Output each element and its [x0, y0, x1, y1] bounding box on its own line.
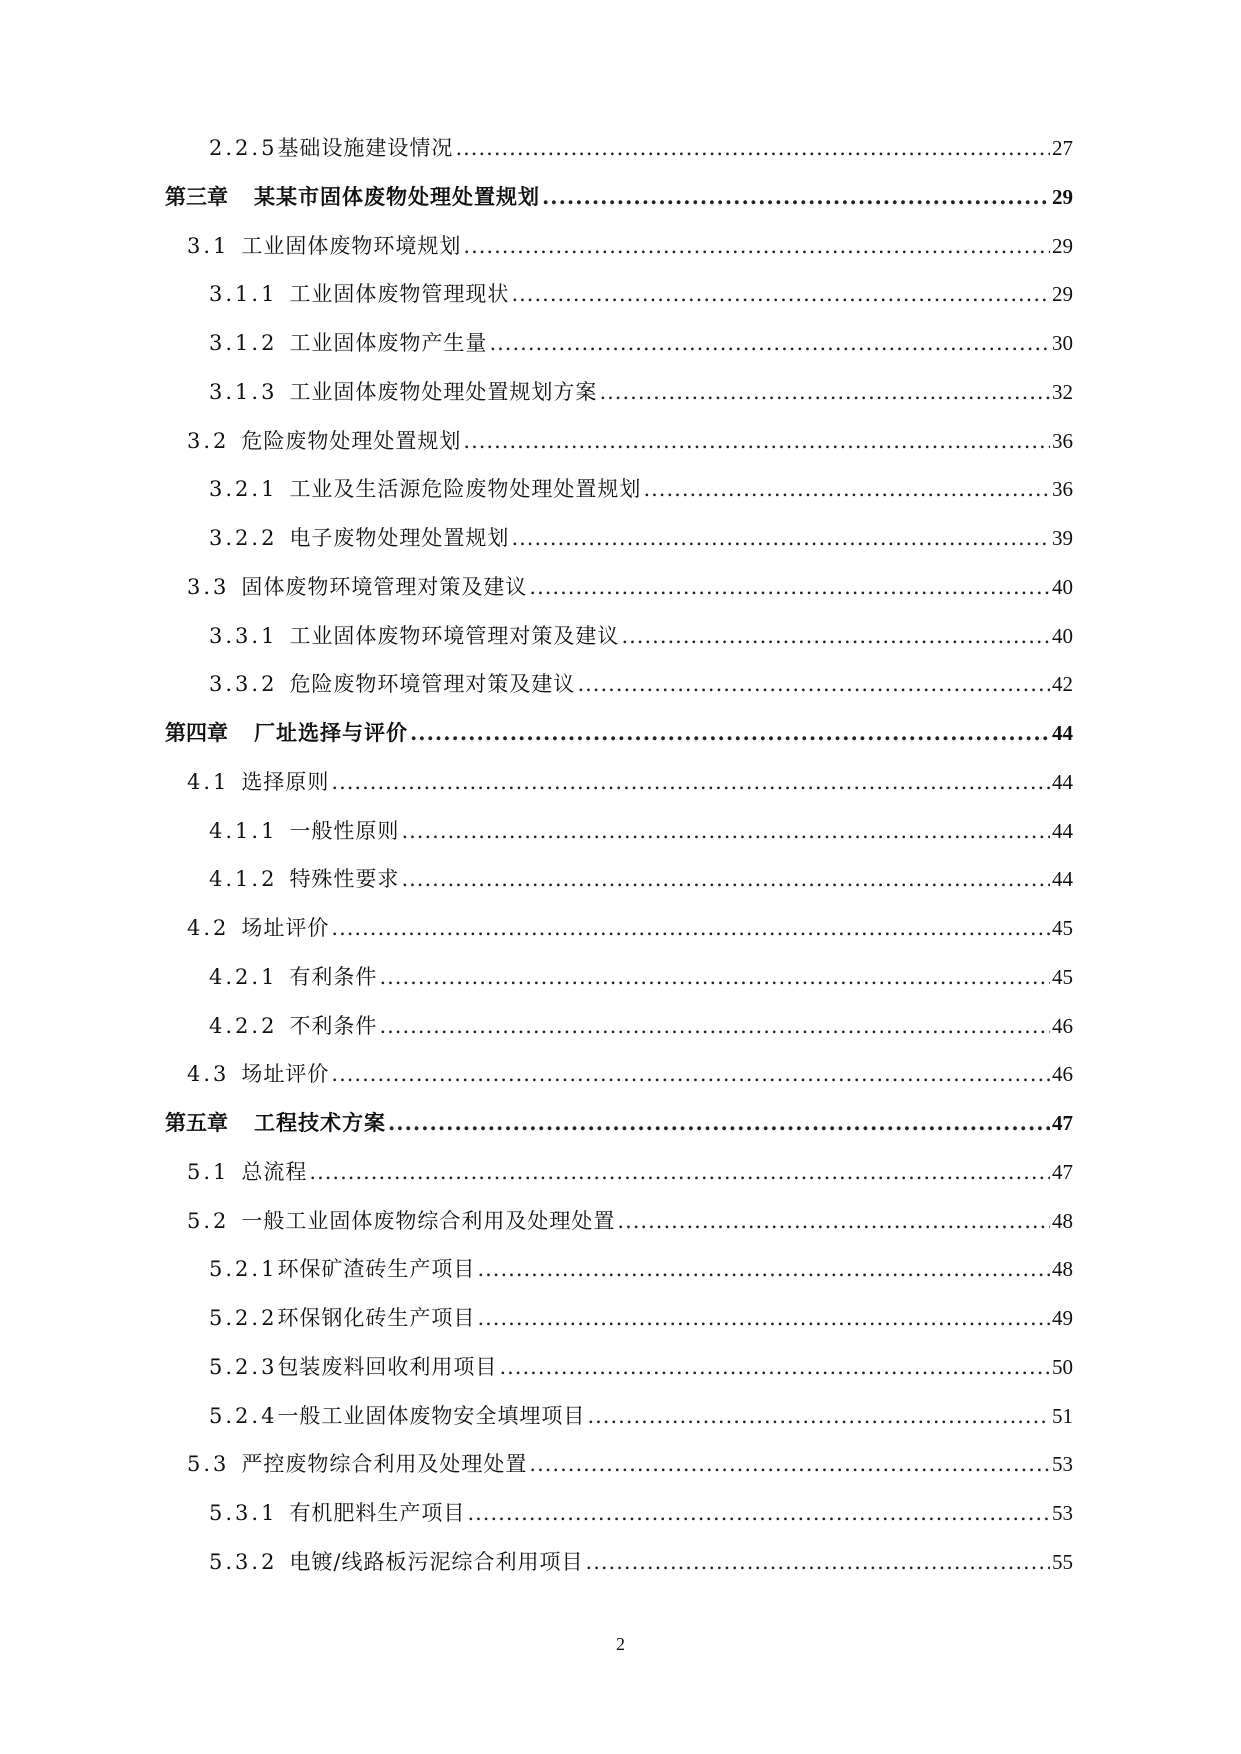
toc-entry-number: 3.3 [187, 574, 230, 599]
toc-entry[interactable] [165, 807, 1073, 856]
dot-leader [331, 758, 1050, 807]
toc-entry[interactable] [165, 1197, 1073, 1246]
toc-entry-title: 工业固体废物产生量 [289, 331, 488, 355]
toc-entry-page: 40 [1052, 574, 1073, 599]
toc-entry-title: 工业固体废物环境规划 [241, 233, 462, 258]
toc-entry-title: 特殊性要求 [289, 867, 400, 892]
toc-entry[interactable] [165, 222, 1073, 271]
dot-leader [455, 124, 1050, 173]
toc-entry-page: 29 [1052, 233, 1073, 258]
toc-entry-page: 44 [1052, 769, 1073, 794]
toc-entry[interactable] [165, 1294, 1073, 1343]
toc-entry-number: 3.2 [187, 428, 230, 453]
toc-entry-title: 基础设施建设情况 [277, 136, 454, 160]
dot-leader [309, 1148, 1050, 1197]
toc-entry-page: 53 [1052, 1501, 1073, 1525]
toc-entry[interactable] [165, 660, 1073, 709]
toc-entry[interactable] [165, 319, 1073, 368]
toc-entry[interactable] [165, 709, 1073, 758]
toc-entry-title: 一般性原则 [289, 818, 400, 843]
dot-leader [463, 417, 1050, 466]
toc-entry[interactable] [165, 855, 1073, 904]
dot-leader [621, 612, 1050, 661]
toc-entry-number: 5.3 [187, 1452, 230, 1477]
toc-entry[interactable] [165, 953, 1073, 1002]
toc-entry-title: 环保钢化砖生产项目 [277, 1306, 476, 1330]
toc-entry-page: 45 [1052, 916, 1073, 940]
toc-entry-title: 环保矿渣砖生产项目 [277, 1257, 476, 1282]
toc-entry-number: 2.2.5 [209, 136, 278, 160]
dot-leader [331, 904, 1050, 953]
dot-leader [463, 222, 1050, 271]
toc-entry-number: 5.2 [187, 1208, 230, 1233]
toc-entry-page: 44 [1052, 721, 1073, 745]
dot-leader [587, 1392, 1050, 1441]
dot-leader [577, 660, 1050, 709]
toc-entry-title: 工业固体废物管理现状 [289, 282, 510, 307]
toc-entry-page: 44 [1052, 818, 1073, 843]
toc-entry[interactable] [165, 612, 1073, 661]
dot-leader [331, 1050, 1050, 1099]
toc-entry-number: 3.2.2 [209, 526, 278, 550]
toc-entry-title: 工业及生活源危险废物处理处置规划 [289, 477, 642, 502]
toc-entry-number: 5.2.3 [209, 1354, 278, 1379]
toc-entry-title: 场址评价 [241, 916, 330, 940]
toc-entry[interactable] [165, 1002, 1073, 1051]
toc-entry-number: 4.1.1 [209, 818, 278, 843]
toc-entry-title: 电子废物处理处置规划 [289, 526, 510, 550]
toc-entry-number: 4.3 [187, 1062, 230, 1087]
toc-entry-title: 危险废物环境管理对策及建议 [289, 672, 576, 697]
toc-entry[interactable] [165, 368, 1073, 417]
toc-list [165, 124, 1073, 1587]
toc-entry-page: 46 [1052, 1062, 1073, 1087]
toc-entry-page: 40 [1052, 623, 1073, 648]
dot-leader [379, 953, 1050, 1002]
toc-entry-number: 第三章 [165, 183, 228, 209]
toc-entry[interactable] [165, 417, 1073, 466]
toc-entry-title: 固体废物环境管理对策及建议 [241, 574, 528, 599]
toc-entry-page: 29 [1052, 184, 1073, 209]
toc-entry-number: 4.2.2 [209, 1013, 278, 1038]
toc-entry-number: 3.1.2 [209, 331, 278, 355]
toc-entry[interactable] [165, 1148, 1073, 1197]
toc-entry-title: 有利条件 [289, 964, 378, 989]
page-number: 2 [616, 1634, 625, 1654]
toc-entry-title: 电镀/线路板污泥综合利用项目 [289, 1549, 584, 1574]
toc-entry-number: 3.1 [187, 233, 230, 258]
toc-entry-title: 不利条件 [289, 1013, 378, 1038]
toc-entry-page: 45 [1052, 964, 1073, 989]
toc-entry-number: 4.1.2 [209, 867, 278, 892]
dot-leader [499, 1343, 1050, 1392]
toc-entry-number: 5.1 [187, 1159, 230, 1184]
toc-entry-number: 5.2.2 [209, 1306, 278, 1330]
toc-entry[interactable] [165, 173, 1073, 222]
dot-leader [477, 1245, 1050, 1294]
dot-leader [489, 319, 1050, 368]
dot-leader [401, 807, 1050, 856]
toc-entry-number: 3.1.1 [209, 282, 278, 307]
dot-leader [410, 709, 1050, 758]
toc-entry-page: 46 [1052, 1013, 1073, 1038]
dot-leader [401, 855, 1050, 904]
toc-entry-number: 5.3.2 [209, 1549, 278, 1574]
dot-leader [529, 563, 1050, 612]
toc-entry-title: 工业固体废物环境管理对策及建议 [289, 623, 620, 648]
toc-entry[interactable] [165, 563, 1073, 612]
toc-entry-page: 48 [1052, 1257, 1073, 1282]
dot-leader [511, 514, 1050, 563]
toc-entry-page: 30 [1052, 331, 1073, 355]
toc-entry-title: 有机肥料生产项目 [289, 1501, 466, 1525]
toc-entry-number: 3.1.3 [209, 379, 278, 404]
toc-entry-title: 选择原则 [241, 769, 330, 794]
toc-entry-title: 工程技术方案 [254, 1110, 386, 1135]
dot-leader [643, 465, 1050, 514]
toc-entry-page: 29 [1052, 282, 1073, 307]
toc-entry[interactable] [165, 124, 1073, 173]
toc-entry-page: 50 [1052, 1354, 1073, 1379]
table-of-contents [165, 124, 1073, 1587]
toc-entry-number: 5.2.4 [209, 1403, 278, 1428]
toc-entry-page: 32 [1052, 379, 1073, 404]
toc-entry-number: 4.2 [187, 916, 230, 940]
toc-entry-page: 36 [1052, 428, 1073, 453]
toc-entry-title: 严控废物综合利用及处理处置 [241, 1452, 528, 1477]
toc-entry-page: 44 [1052, 867, 1073, 892]
toc-entry-number: 3.3.1 [209, 623, 278, 648]
toc-entry[interactable] [165, 1099, 1073, 1148]
toc-entry[interactable] [165, 1343, 1073, 1392]
toc-entry[interactable] [165, 1538, 1073, 1587]
toc-entry-page: 51 [1052, 1403, 1073, 1428]
dot-leader [599, 368, 1050, 417]
toc-entry[interactable] [165, 1050, 1073, 1099]
dot-leader [379, 1002, 1050, 1051]
toc-entry-page: 53 [1052, 1452, 1073, 1477]
toc-entry[interactable] [165, 758, 1073, 807]
toc-entry[interactable] [165, 1245, 1073, 1294]
toc-entry[interactable] [165, 1489, 1073, 1538]
dot-leader [388, 1099, 1050, 1148]
toc-entry[interactable] [165, 1440, 1073, 1489]
toc-entry-number: 5.3.1 [209, 1501, 278, 1525]
toc-entry-number: 第四章 [165, 720, 228, 745]
toc-entry[interactable] [165, 514, 1073, 563]
dot-leader [586, 1538, 1050, 1587]
toc-entry[interactable] [165, 465, 1073, 514]
toc-entry[interactable] [165, 1392, 1073, 1441]
toc-entry-number: 3.2.1 [209, 477, 278, 502]
dot-leader [617, 1197, 1050, 1246]
toc-entry-number: 3.3.2 [209, 672, 278, 697]
toc-entry-title: 一般工业固体废物安全填埋项目 [277, 1403, 586, 1428]
dot-leader [511, 270, 1050, 319]
dot-leader [542, 173, 1050, 222]
toc-entry-title: 厂址选择与评价 [254, 720, 408, 745]
toc-entry-title: 一般工业固体废物综合利用及处理处置 [241, 1208, 616, 1233]
toc-entry[interactable] [165, 904, 1073, 953]
toc-entry-page: 47 [1052, 1159, 1073, 1184]
toc-entry-title: 危险废物处理处置规划 [241, 428, 462, 453]
toc-entry-page: 42 [1052, 672, 1073, 697]
toc-entry-page: 27 [1052, 136, 1073, 160]
toc-entry-page: 49 [1052, 1306, 1073, 1330]
toc-entry-title: 总流程 [241, 1159, 308, 1184]
dot-leader [529, 1440, 1050, 1489]
toc-entry-page: 36 [1052, 477, 1073, 502]
toc-entry-title: 工业固体废物处理处置规划方案 [289, 379, 598, 404]
dot-leader [467, 1489, 1050, 1538]
toc-entry-title: 场址评价 [241, 1062, 330, 1087]
toc-entry-number: 4.2.1 [209, 964, 278, 989]
dot-leader [477, 1294, 1050, 1343]
toc-entry-page: 47 [1052, 1111, 1073, 1135]
toc-entry[interactable] [165, 270, 1073, 319]
toc-entry-page: 48 [1052, 1208, 1073, 1233]
toc-entry-page: 39 [1052, 526, 1073, 550]
toc-entry-number: 第五章 [165, 1110, 228, 1135]
toc-entry-title: 包装废料回收利用项目 [277, 1354, 498, 1379]
toc-entry-page: 55 [1052, 1549, 1073, 1574]
toc-entry-number: 5.2.1 [209, 1257, 278, 1282]
toc-entry-number: 4.1 [187, 769, 230, 794]
toc-entry-title: 某某市固体废物处理处置规划 [254, 183, 540, 209]
